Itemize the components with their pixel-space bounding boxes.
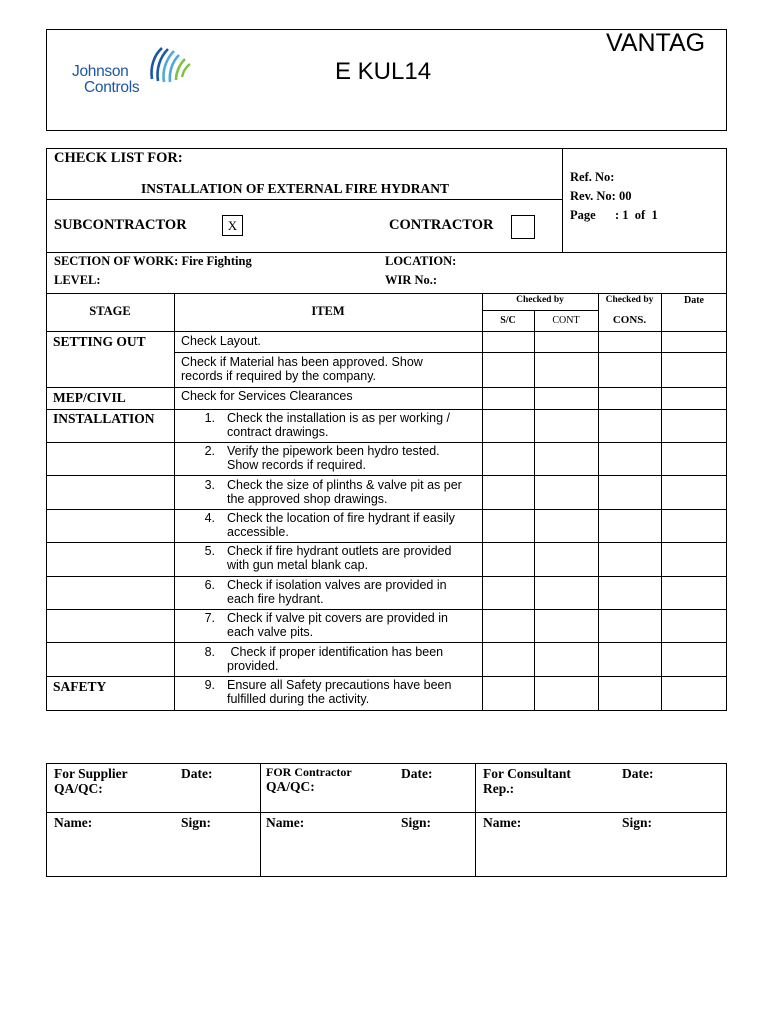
col-header-date: Date (684, 295, 704, 306)
location-label: LOCATION: (385, 254, 457, 268)
item-line: provided. (227, 659, 279, 673)
wir-no-label: WIR No.: (385, 273, 438, 287)
col-header-sc: S/C (500, 315, 516, 326)
contractor-checkbox[interactable] (511, 215, 535, 239)
item-line: Ensure all Safety precautions have been (227, 678, 452, 692)
item-line: Check if fire hydrant outlets are provided (227, 544, 452, 558)
item-line: fulfilled during the activity. (227, 692, 370, 706)
item-number: 6. (204, 578, 215, 592)
company-logo (70, 45, 195, 100)
item-number: 4. (204, 511, 215, 525)
level-label: LEVEL: (54, 273, 101, 287)
item-line: Check if Material has been approved. Show (181, 355, 423, 369)
page-label: Page (570, 208, 596, 222)
item-line: Check the size of plinths & valve pit as per (227, 478, 462, 492)
item-line: contract drawings. (227, 425, 329, 439)
supplier-label-line2: QA/QC: (54, 781, 103, 796)
logo-icon (148, 45, 192, 83)
item-number: 8. (204, 645, 215, 659)
stage-setting-out: SETTING OUT (53, 334, 146, 349)
item-line: Check if proper identification has been (227, 645, 444, 659)
item-line: each fire hydrant. (227, 592, 324, 606)
contractor-label: CONTRACTOR (389, 217, 494, 233)
consultant-name-label: Name: (483, 815, 522, 830)
item-number: 7. (204, 611, 215, 625)
col-header-stage: STAGE (89, 304, 131, 318)
ref-no-label: Ref. No: (570, 170, 615, 184)
item-line: records if required by the company. (181, 369, 377, 383)
stage-safety: SAFETY (53, 679, 107, 694)
item-line: Show records if required. (227, 458, 366, 472)
checklist-title-label: CHECK LIST FOR: (54, 150, 183, 166)
subcontractor-check-mark: X (227, 218, 238, 233)
page-value: : 1 of 1 (615, 208, 658, 222)
company-name-line1: Johnson (72, 63, 129, 80)
supplier-sign-label: Sign: (181, 815, 212, 830)
consultant-date-label: Date: (622, 766, 654, 781)
supplier-name-label: Name: (54, 815, 93, 830)
subcontractor-label: SUBCONTRACTOR (54, 217, 187, 233)
supplier-label-line1: For Supplier (54, 766, 128, 781)
item-line: Check the location of fire hydrant if easily (227, 511, 455, 525)
section-of-work-label: SECTION OF WORK: Fire Fighting (54, 254, 252, 268)
item-line: with gun metal blank cap. (227, 558, 369, 572)
item-number: 9. (204, 678, 215, 692)
contractor-label-line1: FOR Contractor (266, 765, 352, 779)
project-name: VANTAG (606, 29, 706, 57)
checklist-subject: INSTALLATION OF EXTERNAL FIRE HYDRANT (141, 181, 450, 196)
item-number: 5. (204, 544, 215, 558)
contractor-label-line2: QA/QC: (266, 779, 315, 794)
supplier-date-label: Date: (181, 766, 213, 781)
item-number: 1. (204, 411, 215, 425)
item-line: Verify the pipework been hydro tested. (227, 444, 440, 458)
consultant-label-line2: Rep.: (483, 781, 515, 796)
contractor-date-label: Date: (401, 766, 433, 781)
item-line: accessible. (227, 525, 289, 539)
consultant-sign-label: Sign: (622, 815, 653, 830)
document-code: E KUL14 (335, 58, 432, 85)
col-header-cons: CONS. (612, 314, 647, 326)
contractor-sign-label: Sign: (401, 815, 432, 830)
item-line: Check if valve pit covers are provided in (227, 611, 448, 625)
rev-no-label: Rev. No: 00 (570, 189, 632, 203)
item-line: Check the installation is as per working / (227, 411, 451, 425)
item-line: Check Layout. (181, 334, 261, 348)
item-line: the approved shop drawings. (227, 492, 388, 506)
contractor-name-label: Name: (266, 815, 305, 830)
subcontractor-checkbox[interactable] (222, 215, 243, 236)
col-header-cont: CONT (552, 315, 580, 326)
col-header-checked-by-1: Checked by (516, 295, 564, 305)
col-header-item: ITEM (311, 304, 345, 318)
stage-mep-civil: MEP/CIVIL (53, 390, 126, 405)
consultant-label-line1: For Consultant (483, 766, 571, 781)
item-line: each valve pits. (227, 625, 314, 639)
col-header-checked-by-2: Checked by (605, 295, 654, 305)
item-line: Check if isolation valves are provided in (227, 578, 447, 592)
item-line: Check for Services Clearances (181, 389, 353, 403)
company-name-line2: Controls (84, 79, 140, 96)
item-number: 3. (204, 478, 215, 492)
stage-installation: INSTALLATION (53, 411, 155, 426)
item-number: 2. (204, 444, 215, 458)
